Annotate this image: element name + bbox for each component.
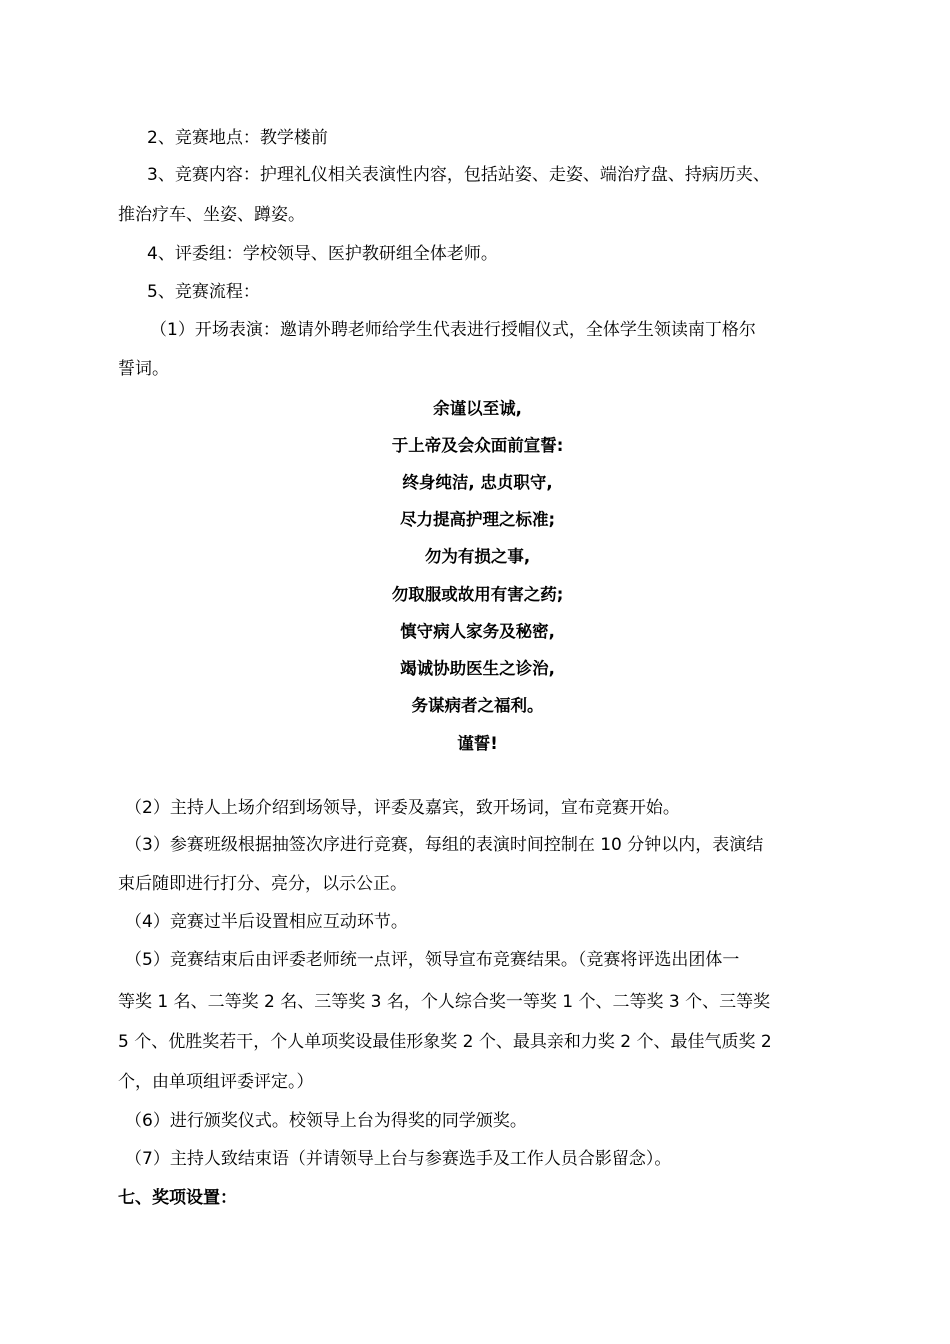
step-5-continued: 等奖 1 名、二等奖 2 名、三等奖 3 名，个人综合奖一等奖 1 个、二等奖 3 个、三等奖 [118, 992, 771, 1012]
oath-line: 尽力提高护理之标准; [399, 510, 556, 529]
oath-line: 于上帝及会众面前宣誓: [391, 436, 564, 455]
step-5-continued: 5 个、优胜奖若干，个人单项奖设最佳形象奖 2 个、最具亲和力奖 2 个、最佳气质奖 2 [118, 1032, 772, 1052]
step-1-continued: 誓词。 [118, 359, 169, 379]
step-7: （7）主持人致结束语（并请领导上台与参赛选手及工作人员合影留念）。 [125, 1149, 672, 1169]
oath-line: 谨誓! [457, 734, 498, 753]
oath-line: 终身纯洁, 忠贞职守, [402, 473, 553, 492]
oath-line: 勿为有损之事, [424, 547, 531, 566]
section-heading-awards: 七、奖项设置： [118, 1188, 237, 1208]
step-4: （4）竞赛过半后设置相应互动环节。 [125, 912, 408, 932]
step-5-continued: 个，由单项组评委评定。） [118, 1072, 314, 1092]
step-2: （2）主持人上场介绍到场领导，评委及嘉宾，致开场词，宣布竞赛开始。 [125, 798, 680, 818]
oath-line: 慎守病人家务及秘密, [400, 622, 555, 641]
item-content: 3、竞赛内容：护理礼仪相关表演性内容，包括站姿、走姿、端治疗盘、持病历夹、 [147, 165, 770, 185]
item-content-continued: 推治疗车、坐姿、蹲姿。 [118, 205, 305, 225]
step-1: （1）开场表演：邀请外聘老师给学生代表进行授帽仪式，全体学生领读南丁格尔 [150, 320, 756, 340]
step-6: （6）进行颁奖仪式。校领导上台为得奖的同学颁奖。 [125, 1111, 527, 1131]
oath-line: 务谋病者之福利。 [411, 696, 544, 715]
step-5: （5）竞赛结束后由评委老师统一点评，领导宣布竞赛结果。（竞赛将评选出团体一 [125, 950, 740, 970]
item-judges: 4、评委组：学校领导、医护教研组全体老师。 [147, 244, 498, 264]
item-process: 5、竞赛流程： [147, 282, 260, 302]
oath-line: 竭诚协助医生之诊治, [400, 659, 555, 678]
step-3: （3）参赛班级根据抽签次序进行竞赛，每组的表演时间控制在 10 分钟以内，表演结 [125, 835, 764, 855]
item-venue: 2、竞赛地点：教学楼前 [147, 128, 328, 148]
step-3-continued: 束后随即进行打分、亮分，以示公正。 [118, 874, 407, 894]
oath-line: 余谨以至诚, [433, 399, 522, 418]
oath-line: 勿取服或故用有害之药; [391, 585, 564, 604]
